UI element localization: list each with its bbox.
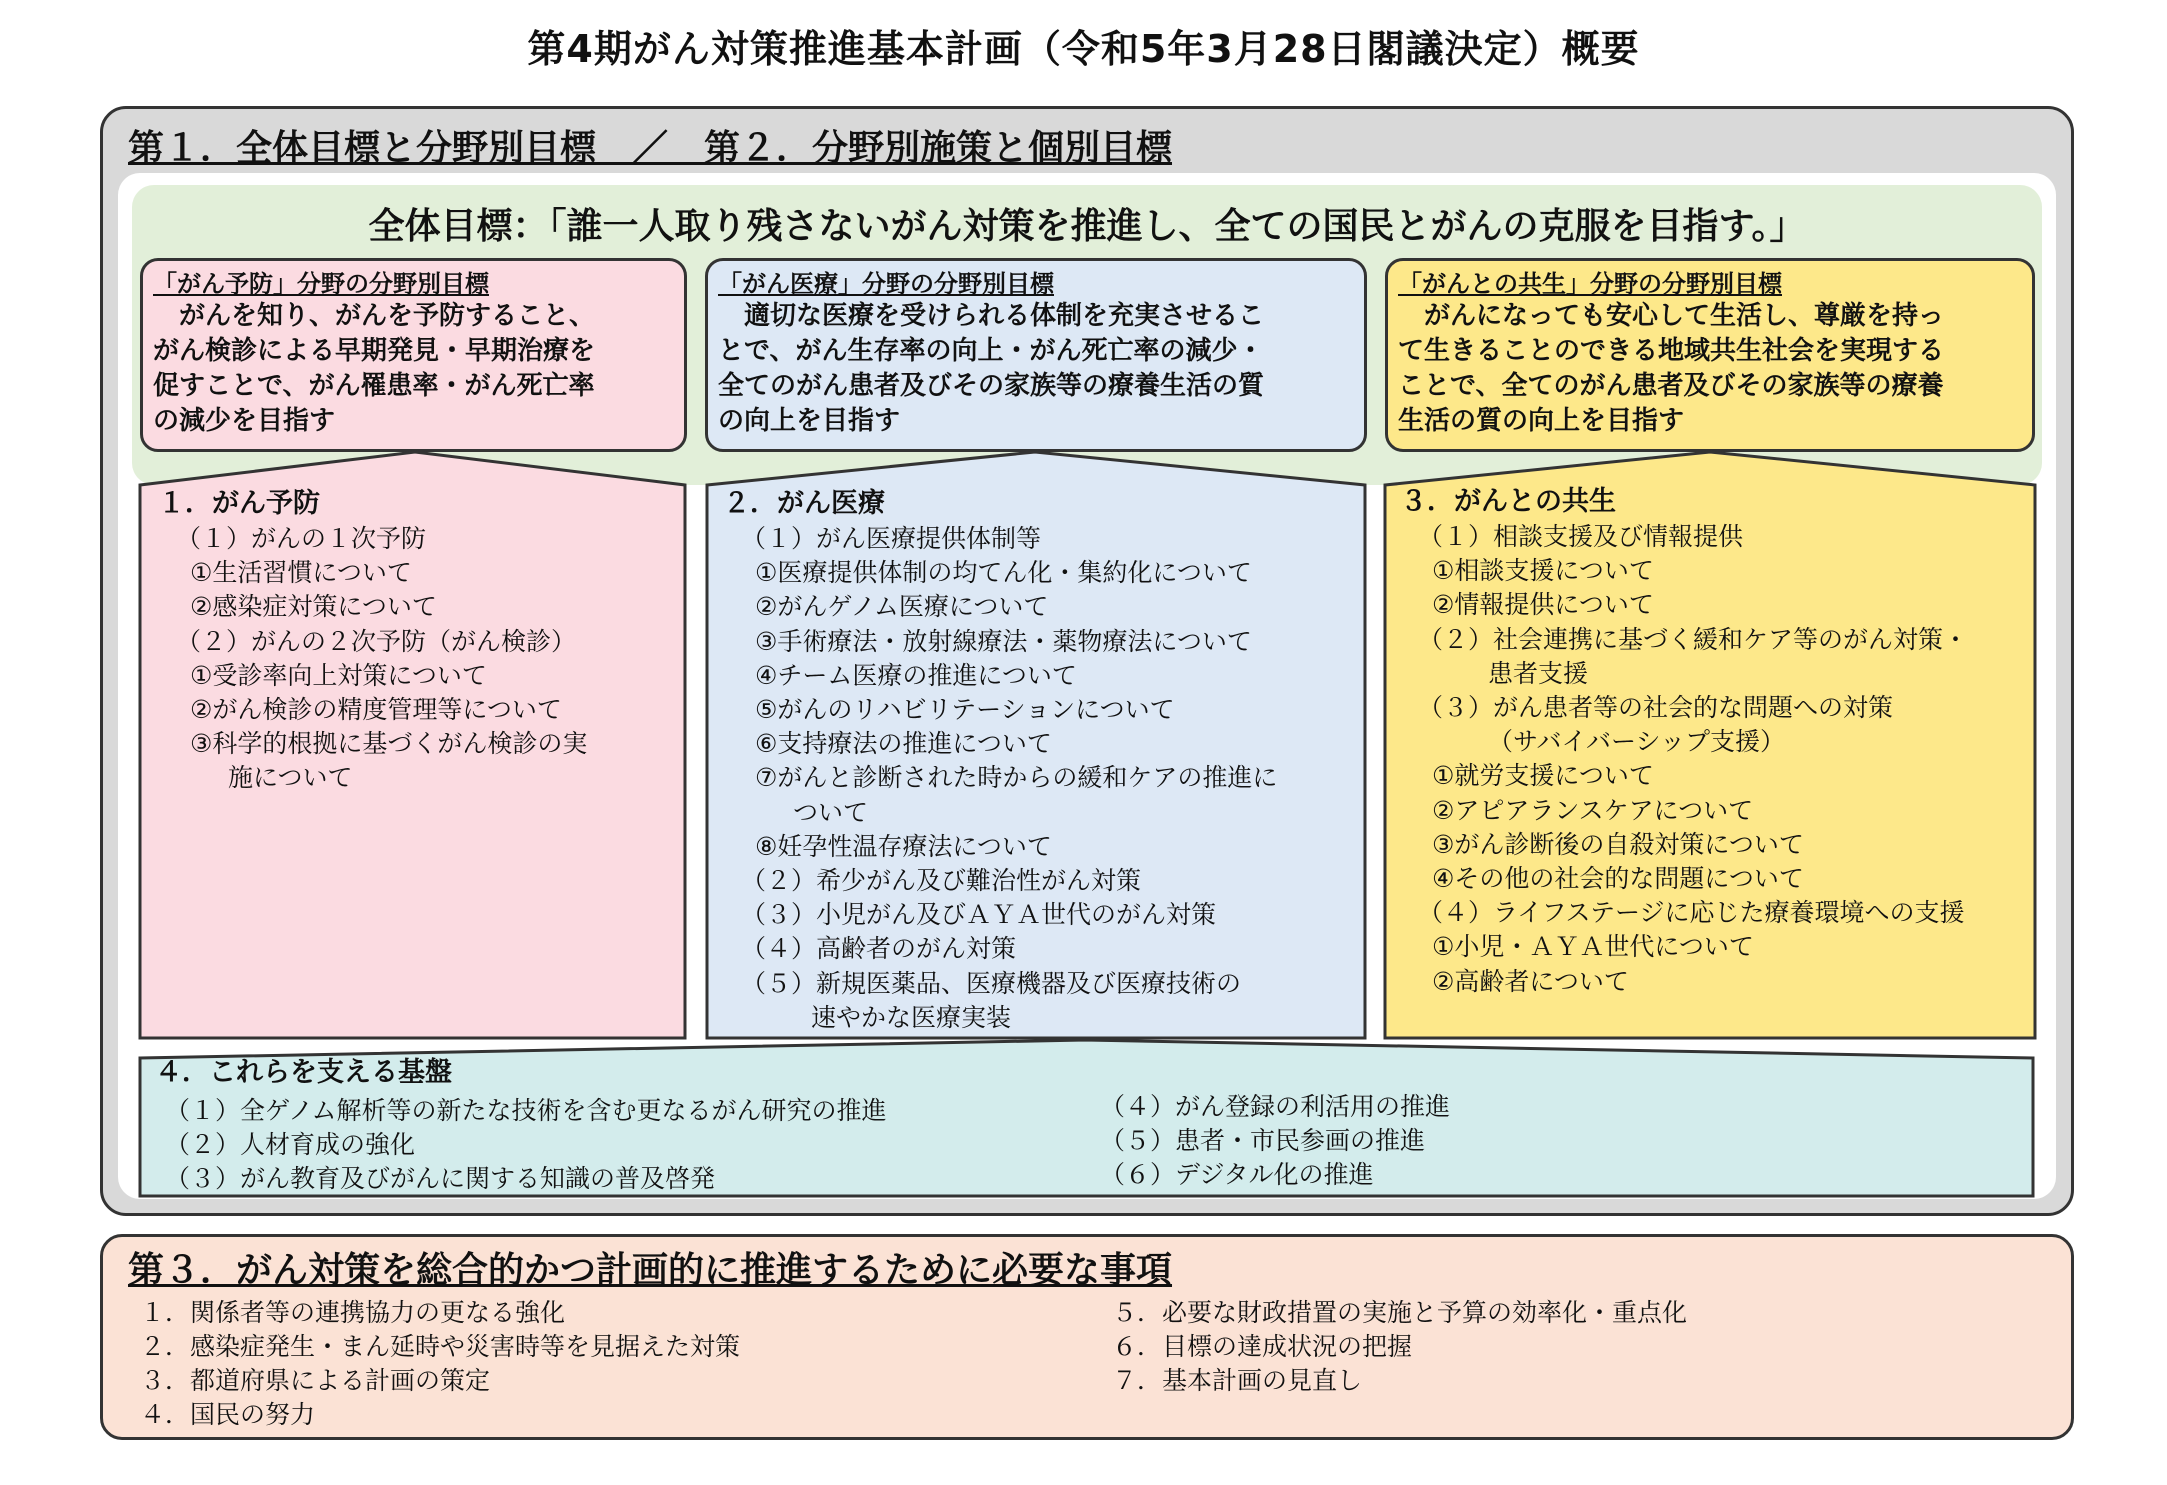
field-item: ①就労支援について (1432, 761, 1654, 791)
field-item: （４）ライフステージに応じた療養環境への支援 (1418, 898, 1965, 928)
field-item: （２）希少がん及び難治性がん対策 (741, 866, 1142, 896)
field-item: ついて (793, 797, 869, 827)
field-item: ②がんゲノム医療について (755, 592, 1049, 622)
field-item: ④その他の社会的な問題について (1432, 864, 1804, 894)
field-item: ④チーム医療の推進について (755, 660, 1077, 690)
field-item: ②情報提供について (1432, 590, 1654, 620)
foundation-left-list (165, 1094, 887, 1196)
field-items-prevention (158, 522, 678, 796)
goal-line: 促すことで、がん罹患率・がん死亡率 (153, 371, 595, 401)
goal-line: 生活の質の向上を目指す (1398, 406, 1685, 436)
field-item: （２）社会連携に基づく緩和ケア等のがん対策・ (1418, 624, 1969, 654)
field-item: ①医療提供体制の均てん化・集約化について (755, 558, 1252, 588)
section3-item: ４．国民の努力 (140, 1400, 316, 1429)
field-item: ⑧妊孕性温存療法について (755, 831, 1052, 861)
field-item: （２）がんの２次予防（がん検診） (176, 626, 577, 656)
field-heading-coexistence: ３．がんとの共生 (1400, 486, 1616, 517)
field-item: ③がん診断後の自殺対策について (1432, 829, 1804, 859)
goal-line: 全てのがん患者及びその家族等の療養生活の質 (718, 371, 1265, 401)
goal-line: がんになっても安心して生活し、尊厳を持っ (1398, 301, 1945, 331)
goal-line: て生きることのできる地域共生社会を実現する (1398, 336, 1945, 366)
section3-item: ５．必要な財政措置の実施と予算の効率化・重点化 (1112, 1298, 1688, 1327)
field-coexistence (1400, 484, 2030, 1034)
foundation-item: （４）がん登録の利活用の推進 (1100, 1092, 1451, 1121)
section3-heading: 第３．がん対策を総合的かつ計画的に推進するために必要な事項 (128, 1250, 1173, 1291)
section3-item: ２．感染症発生・まん延時や災害時等を見据えた対策 (140, 1332, 741, 1361)
page-title: 第4期がん対策推進基本計画（令和5年3月28日閣議決定）概要 (527, 27, 1640, 71)
goal-line: とで、がん生存率の向上・がん死亡率の減少・ (718, 336, 1264, 366)
field-heading-prevention: １．がん予防 (158, 488, 320, 519)
section3-left-list (140, 1296, 740, 1432)
field-item: ①小児・ＡＹＡ世代について (1432, 932, 1754, 962)
field-item: （サバイバーシップ支援） (1488, 727, 1786, 757)
field-item: （４）高齢者のがん対策 (741, 934, 1017, 964)
field-item: 施について (228, 763, 353, 793)
goal-heading-medical: 「がん医療」分野の分野別目標 (718, 270, 1054, 298)
section3-item: ３．都道府県による計画の策定 (140, 1366, 491, 1395)
field-item: ②感染症対策について (190, 592, 437, 622)
goal-line: がんを知り、がんを予防すること、 (153, 301, 596, 331)
goal-heading-prevention: 「がん予防」分野の分野別目標 (153, 270, 489, 298)
field-item: ⑤がんのリハビリテーションについて (755, 695, 1175, 725)
field-item: ③科学的根拠に基づくがん検診の実 (190, 729, 588, 759)
goal-line: がん検診による早期発見・早期治療を (153, 336, 596, 366)
field-item: ①相談支援について (1432, 556, 1654, 586)
section3-item: １．関係者等の連携協力の更なる強化 (140, 1298, 566, 1327)
field-item: （５）新規医薬品、医療機器及び医療技術の (741, 968, 1242, 998)
section12-heading: 第１．全体目標と分野別目標 ／ 第２．分野別施策と個別目標 (128, 128, 1173, 169)
goal-line: ことで、全てのがん患者及びその家族等の療養 (1398, 371, 1944, 401)
foundation-item: （２）人材育成の強化 (165, 1130, 416, 1159)
field-item: ①受診率向上対策について (190, 660, 487, 690)
foundation-item: （６）デジタル化の推進 (1100, 1160, 1374, 1189)
goal-line: の減少を目指す (153, 406, 336, 436)
field-item: （１）がんの１次予防 (176, 524, 427, 553)
field-medical (723, 486, 1358, 1036)
goal-line: 適切な医療を受けられる体制を充実させるこ (718, 301, 1265, 331)
field-heading-medical: ２．がん医療 (723, 488, 885, 519)
field-item: ②がん検診の精度管理等について (190, 695, 562, 725)
foundation-item: （１）全ゲノム解析等の新たな技術を含む更なるがん研究の推進 (165, 1096, 887, 1125)
foundation-heading: ４．これらを支える基盤 (155, 1057, 452, 1088)
field-item: （１）がん医療提供体制等 (741, 524, 1042, 553)
foundation-right-list (1100, 1090, 1450, 1192)
field-item: ⑦がんと診断された時からの緩和ケアの推進に (755, 763, 1278, 793)
field-items-medical (723, 522, 1358, 1035)
field-item: （１）相談支援及び情報提供 (1418, 522, 1744, 551)
foundation-item: （３）がん教育及びがんに関する知識の普及啓発 (165, 1164, 716, 1193)
goal-line: の向上を目指す (718, 406, 901, 436)
field-item: ③手術療法・放射線療法・薬物療法について (755, 626, 1252, 656)
field-items-coexistence (1400, 520, 2030, 999)
field-item: （３）がん患者等の社会的な問題への対策 (1418, 693, 1894, 723)
field-item: 速やかな医療実装 (811, 1002, 1012, 1032)
field-item: 患者支援 (1488, 658, 1589, 688)
section3-right-list (1112, 1296, 1687, 1398)
foundation-item: （５）患者・市民参画の推進 (1100, 1126, 1426, 1155)
field-prevention (158, 486, 678, 1031)
overall-goal: 全体目標：「誰一人取り残さないがん対策を推進し、全ての国民とがんの克服を目指す。」 (368, 206, 1806, 247)
goal-heading-coexistence: 「がんとの共生」分野の分野別目標 (1398, 270, 1782, 298)
field-item: ⑥支持療法の推進について (755, 729, 1052, 759)
field-item: ②アピアランスケアについて (1432, 795, 1754, 825)
section3-item: ７．基本計画の見直し (1112, 1366, 1363, 1395)
field-item: ①生活習慣について (190, 558, 412, 588)
field-item: ②高齢者について (1432, 966, 1629, 996)
section3-item: ６．目標の達成状況の把握 (1112, 1332, 1413, 1361)
field-item: （３）小児がん及びＡＹＡ世代のがん対策 (741, 900, 1217, 930)
